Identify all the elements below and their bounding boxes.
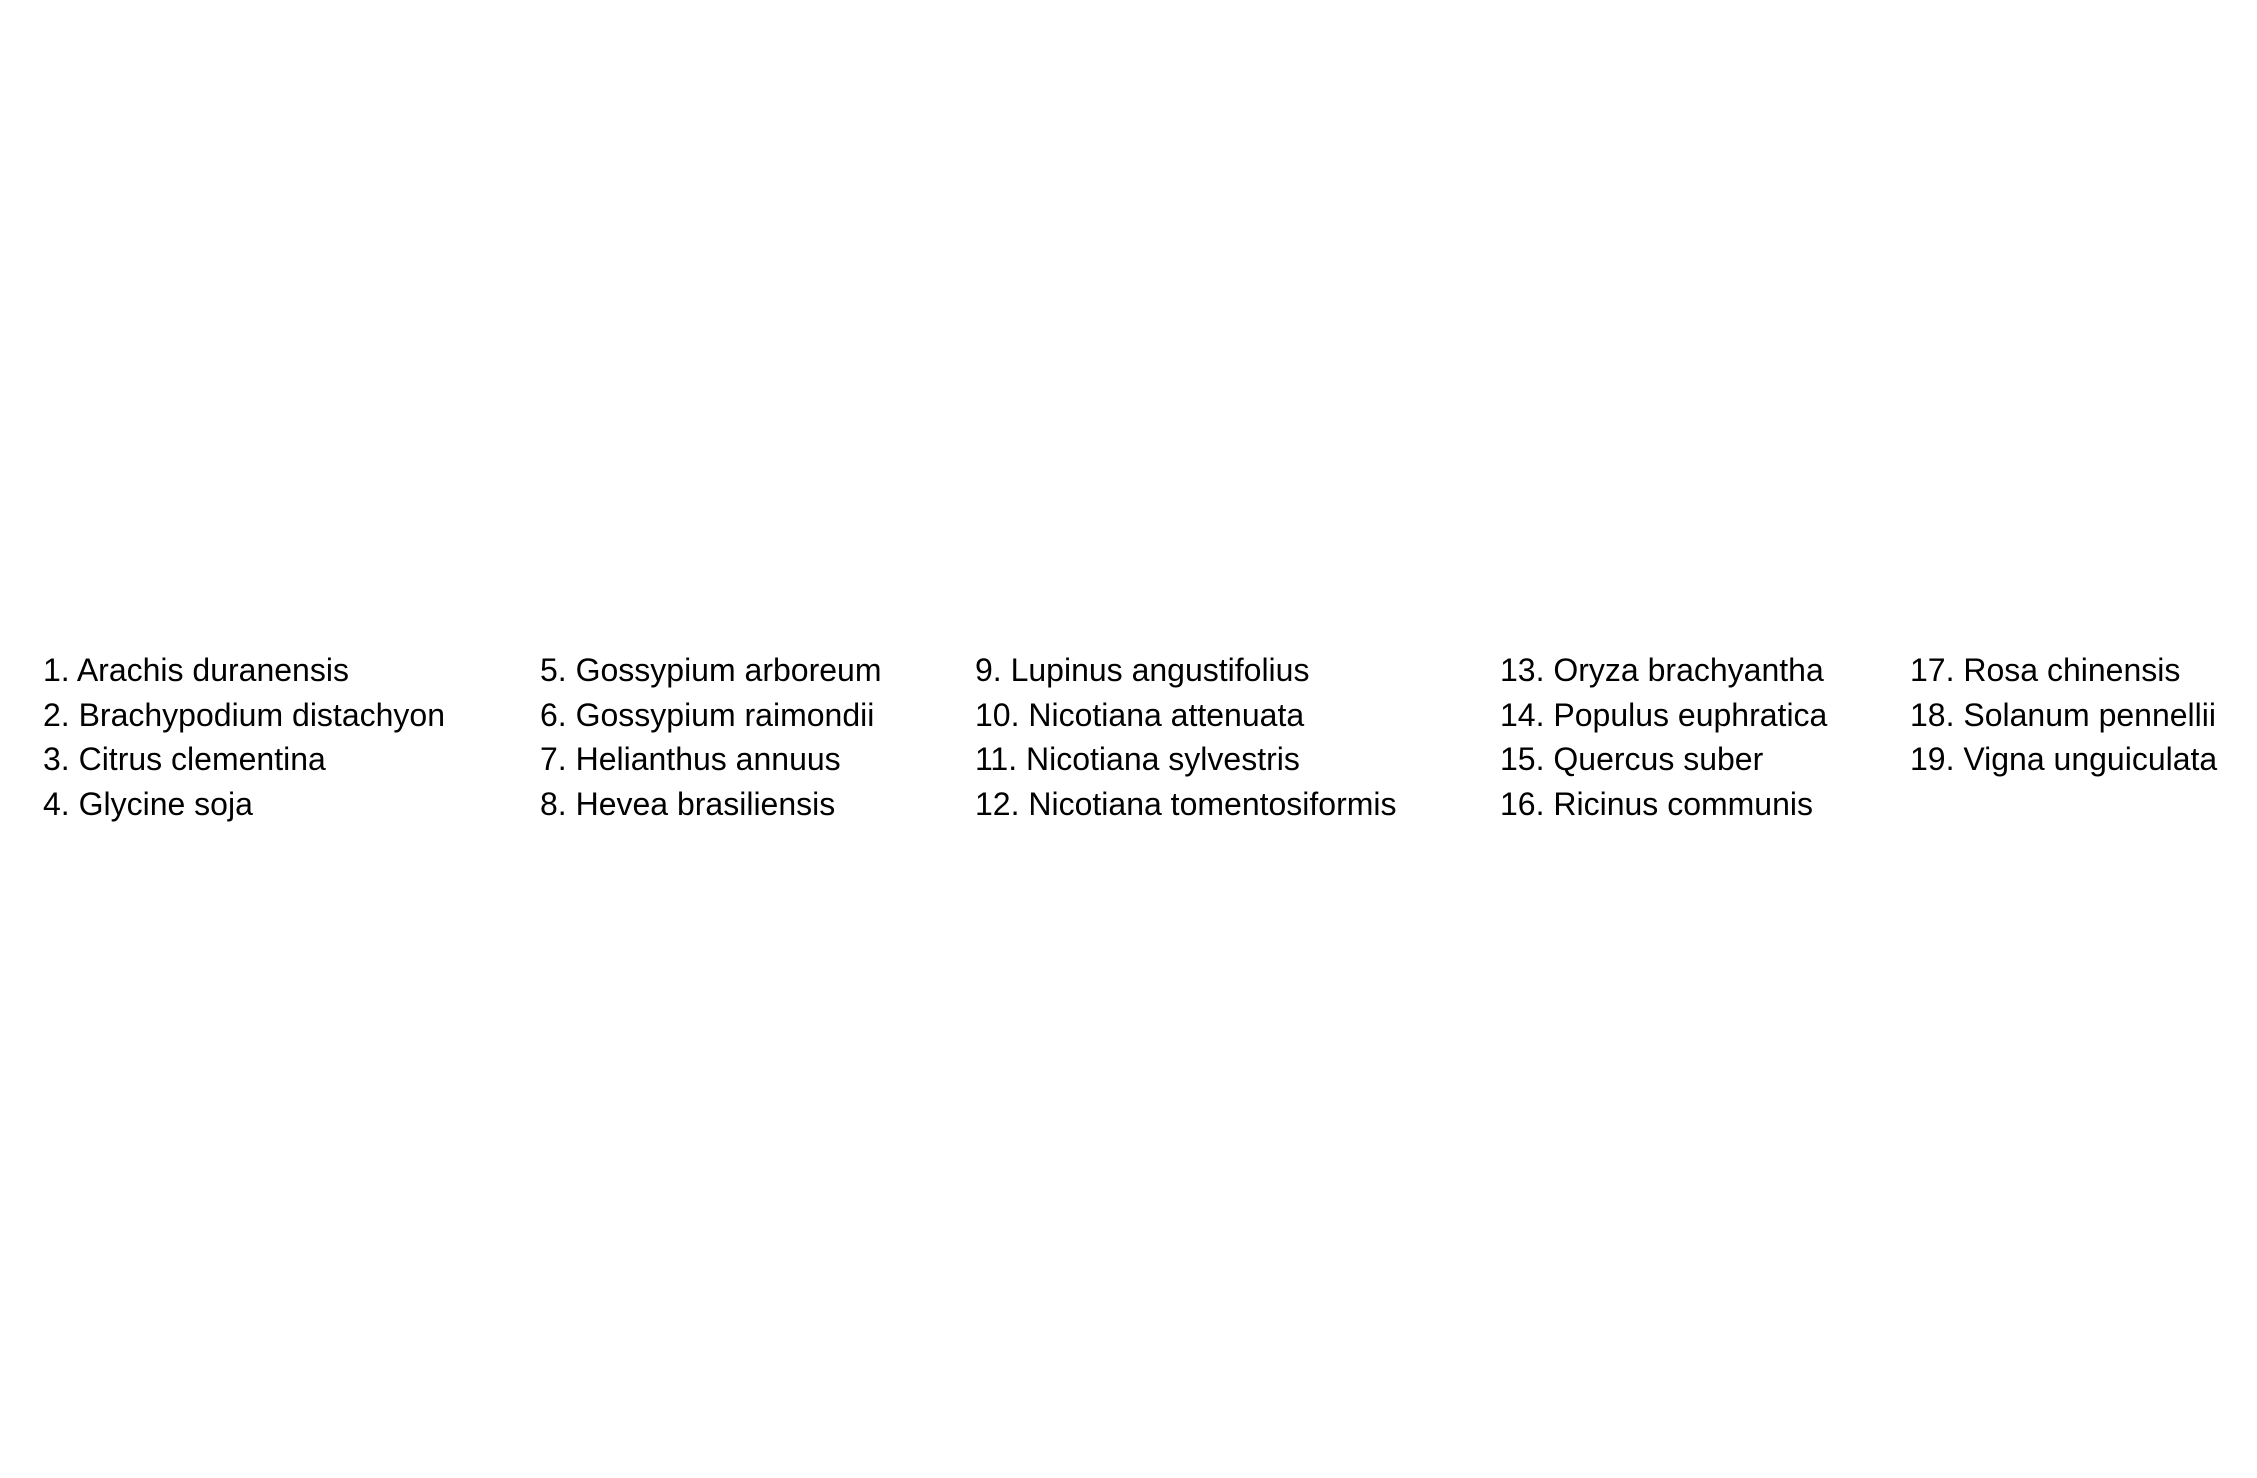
legend-item: 18. Solanum pennellii <box>1910 696 2216 733</box>
legend-column-3 <box>975 648 1397 826</box>
legend-item: 6. Gossypium raimondii <box>540 696 875 733</box>
legend-item: 3. Citrus clementina <box>43 741 326 777</box>
legend-item: 2. Brachypodium distachyon <box>43 696 445 733</box>
legend-item: 19. Vigna unguiculata <box>1910 741 2218 777</box>
legend-item: 7. Helianthus annuus <box>540 741 841 777</box>
legend-item: 8. Hevea brasiliensis <box>540 785 836 822</box>
legend-item: 13. Oryza brachyantha <box>1500 652 1824 688</box>
legend-item: 4. Glycine soja <box>43 785 253 822</box>
legend-item: 11. Nicotiana sylvestris <box>975 741 1300 777</box>
legend-item: 10. Nicotiana attenuata <box>975 696 1305 733</box>
legend-item: 17. Rosa chinensis <box>1910 652 2181 688</box>
legend-item: 15. Quercus suber <box>1500 741 1764 777</box>
legend-item: 9. Lupinus angustifolius <box>975 652 1310 688</box>
legend-item: 12. Nicotiana tomentosiformis <box>975 785 1397 822</box>
legend-item: 14. Populus euphratica <box>1500 696 1828 733</box>
legend-item: 16. Ricinus communis <box>1500 785 1813 822</box>
legend-column-1 <box>43 648 445 826</box>
legend-column-4 <box>1500 648 1827 826</box>
legend-column-5 <box>1910 648 2217 782</box>
legend-item: 5. Gossypium arboreum <box>540 652 882 688</box>
legend-item: 1. Arachis duranensis <box>43 652 349 688</box>
species-legend <box>0 648 2257 838</box>
legend-column-2 <box>540 648 881 826</box>
